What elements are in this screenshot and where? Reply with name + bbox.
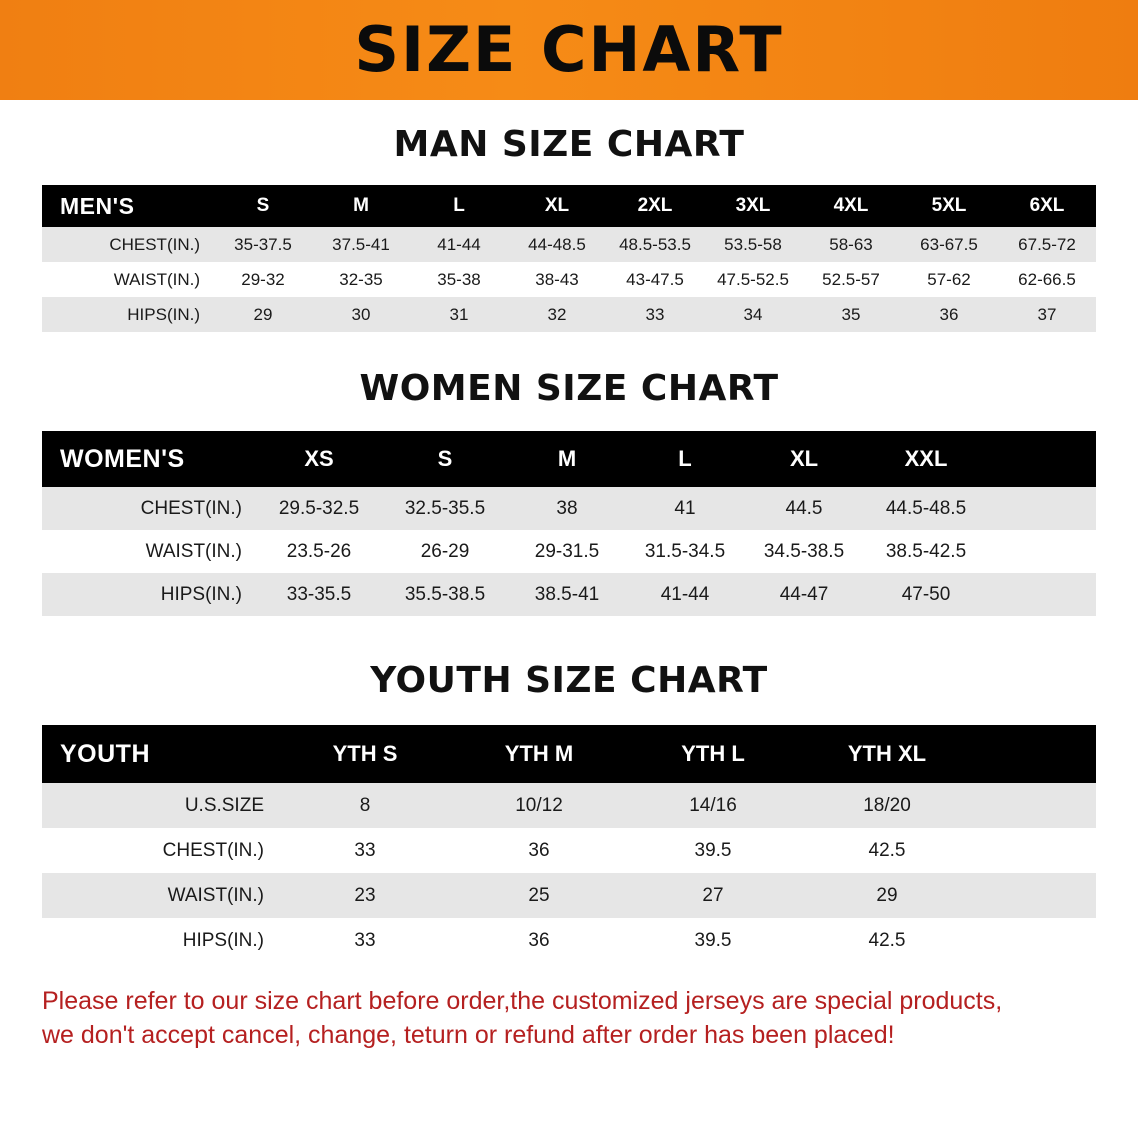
column-header	[988, 431, 1096, 487]
table-cell: 18/20	[800, 783, 974, 828]
table-cell	[974, 828, 1096, 873]
table-cell: 34	[704, 297, 802, 332]
column-header	[974, 725, 1096, 783]
table-row	[42, 918, 1096, 963]
table-cell: 26-29	[382, 530, 508, 573]
column-header: S	[214, 185, 312, 227]
man-size-table	[42, 185, 1096, 332]
table-cell	[974, 783, 1096, 828]
table-cell: 35-37.5	[214, 227, 312, 262]
man-section-heading: MAN SIZE CHART	[393, 124, 745, 165]
row-label: CHEST(IN.)	[42, 828, 278, 873]
column-header: MEN'S	[42, 185, 214, 227]
table-cell: 34.5-38.5	[744, 530, 864, 573]
women-section-heading: WOMEN SIZE CHART	[359, 368, 779, 409]
table-cell: 58-63	[802, 227, 900, 262]
table-cell: 25	[452, 873, 626, 918]
table-cell: 41	[626, 487, 744, 530]
column-header: 6XL	[998, 185, 1096, 227]
row-label: U.S.SIZE	[42, 783, 278, 828]
table-cell	[988, 573, 1096, 616]
table-cell: 48.5-53.5	[606, 227, 704, 262]
table-cell	[974, 918, 1096, 963]
row-label: WAIST(IN.)	[42, 873, 278, 918]
table-cell: 44.5	[744, 487, 864, 530]
table-cell	[974, 873, 1096, 918]
table-cell: 32.5-35.5	[382, 487, 508, 530]
table-row	[42, 530, 1096, 573]
table-header-row	[42, 185, 1096, 227]
table-row	[42, 487, 1096, 530]
table-cell: 29.5-32.5	[256, 487, 382, 530]
column-header: L	[410, 185, 508, 227]
table-cell: 14/16	[626, 783, 800, 828]
column-header: 3XL	[704, 185, 802, 227]
youth-section-heading: YOUTH SIZE CHART	[370, 660, 768, 701]
table-cell: 63-67.5	[900, 227, 998, 262]
women-table-wrapper	[42, 431, 1096, 616]
table-cell: 32-35	[312, 262, 410, 297]
table-cell: 52.5-57	[802, 262, 900, 297]
column-header: YTH S	[278, 725, 452, 783]
table-cell: 27	[626, 873, 800, 918]
table-cell: 35	[802, 297, 900, 332]
table-cell: 37.5-41	[312, 227, 410, 262]
row-label: HIPS(IN.)	[42, 918, 278, 963]
table-cell: 10/12	[452, 783, 626, 828]
table-cell: 39.5	[626, 918, 800, 963]
table-cell: 39.5	[626, 828, 800, 873]
table-row	[42, 873, 1096, 918]
table-cell: 23.5-26	[256, 530, 382, 573]
table-cell: 33	[278, 828, 452, 873]
table-cell: 31.5-34.5	[626, 530, 744, 573]
column-header: YTH XL	[800, 725, 974, 783]
table-cell: 33	[606, 297, 704, 332]
table-cell: 29	[800, 873, 974, 918]
column-header: L	[626, 431, 744, 487]
column-header: WOMEN'S	[42, 431, 256, 487]
women-size-table	[42, 431, 1096, 616]
column-header: XL	[744, 431, 864, 487]
table-cell: 30	[312, 297, 410, 332]
table-cell: 41-44	[410, 227, 508, 262]
table-cell: 31	[410, 297, 508, 332]
man-table-wrapper	[42, 185, 1096, 332]
table-cell: 38	[508, 487, 626, 530]
column-header: 4XL	[802, 185, 900, 227]
table-cell: 47.5-52.5	[704, 262, 802, 297]
column-header: XS	[256, 431, 382, 487]
column-header: M	[312, 185, 410, 227]
page-banner	[0, 0, 1138, 100]
table-cell: 35-38	[410, 262, 508, 297]
table-row	[42, 783, 1096, 828]
policy-note-line-1: Please refer to our size chart before order,the customized jerseys are special products,	[42, 987, 1003, 1015]
table-cell: 43-47.5	[606, 262, 704, 297]
table-cell: 44-47	[744, 573, 864, 616]
table-cell: 8	[278, 783, 452, 828]
table-row	[42, 828, 1096, 873]
table-cell: 47-50	[864, 573, 988, 616]
column-header: YTH L	[626, 725, 800, 783]
table-cell: 44.5-48.5	[864, 487, 988, 530]
row-label: CHEST(IN.)	[42, 487, 256, 530]
table-cell	[988, 487, 1096, 530]
table-cell: 38.5-41	[508, 573, 626, 616]
youth-size-table	[42, 725, 1096, 963]
column-header: XL	[508, 185, 606, 227]
table-cell: 36	[900, 297, 998, 332]
row-label: HIPS(IN.)	[42, 297, 214, 332]
table-cell: 57-62	[900, 262, 998, 297]
column-header: YOUTH	[42, 725, 278, 783]
table-row	[42, 297, 1096, 332]
table-cell: 41-44	[626, 573, 744, 616]
table-header-row	[42, 431, 1096, 487]
table-cell	[988, 530, 1096, 573]
table-cell: 36	[452, 918, 626, 963]
table-cell: 29-32	[214, 262, 312, 297]
policy-note-line-2: we don't accept cancel, change, teturn or refund after order has been placed!	[42, 1020, 895, 1049]
table-cell: 23	[278, 873, 452, 918]
table-cell: 29	[214, 297, 312, 332]
row-label: CHEST(IN.)	[42, 227, 214, 262]
table-cell: 42.5	[800, 918, 974, 963]
table-row	[42, 227, 1096, 262]
youth-table-wrapper	[42, 725, 1096, 963]
table-row	[42, 262, 1096, 297]
column-header: M	[508, 431, 626, 487]
table-cell: 33-35.5	[256, 573, 382, 616]
table-cell: 53.5-58	[704, 227, 802, 262]
page-title: SIZE CHART	[354, 13, 784, 86]
table-row	[42, 573, 1096, 616]
table-cell: 36	[452, 828, 626, 873]
policy-note	[42, 985, 1096, 1053]
table-cell: 42.5	[800, 828, 974, 873]
table-cell: 37	[998, 297, 1096, 332]
row-label: WAIST(IN.)	[42, 530, 256, 573]
table-cell: 29-31.5	[508, 530, 626, 573]
table-cell: 62-66.5	[998, 262, 1096, 297]
row-label: HIPS(IN.)	[42, 573, 256, 616]
table-header-row	[42, 725, 1096, 783]
table-cell: 67.5-72	[998, 227, 1096, 262]
column-header: 5XL	[900, 185, 998, 227]
table-cell: 35.5-38.5	[382, 573, 508, 616]
column-header: YTH M	[452, 725, 626, 783]
table-cell: 32	[508, 297, 606, 332]
column-header: XXL	[864, 431, 988, 487]
row-label: WAIST(IN.)	[42, 262, 214, 297]
table-cell: 38.5-42.5	[864, 530, 988, 573]
table-cell: 44-48.5	[508, 227, 606, 262]
table-cell: 33	[278, 918, 452, 963]
column-header: S	[382, 431, 508, 487]
table-cell: 38-43	[508, 262, 606, 297]
column-header: 2XL	[606, 185, 704, 227]
